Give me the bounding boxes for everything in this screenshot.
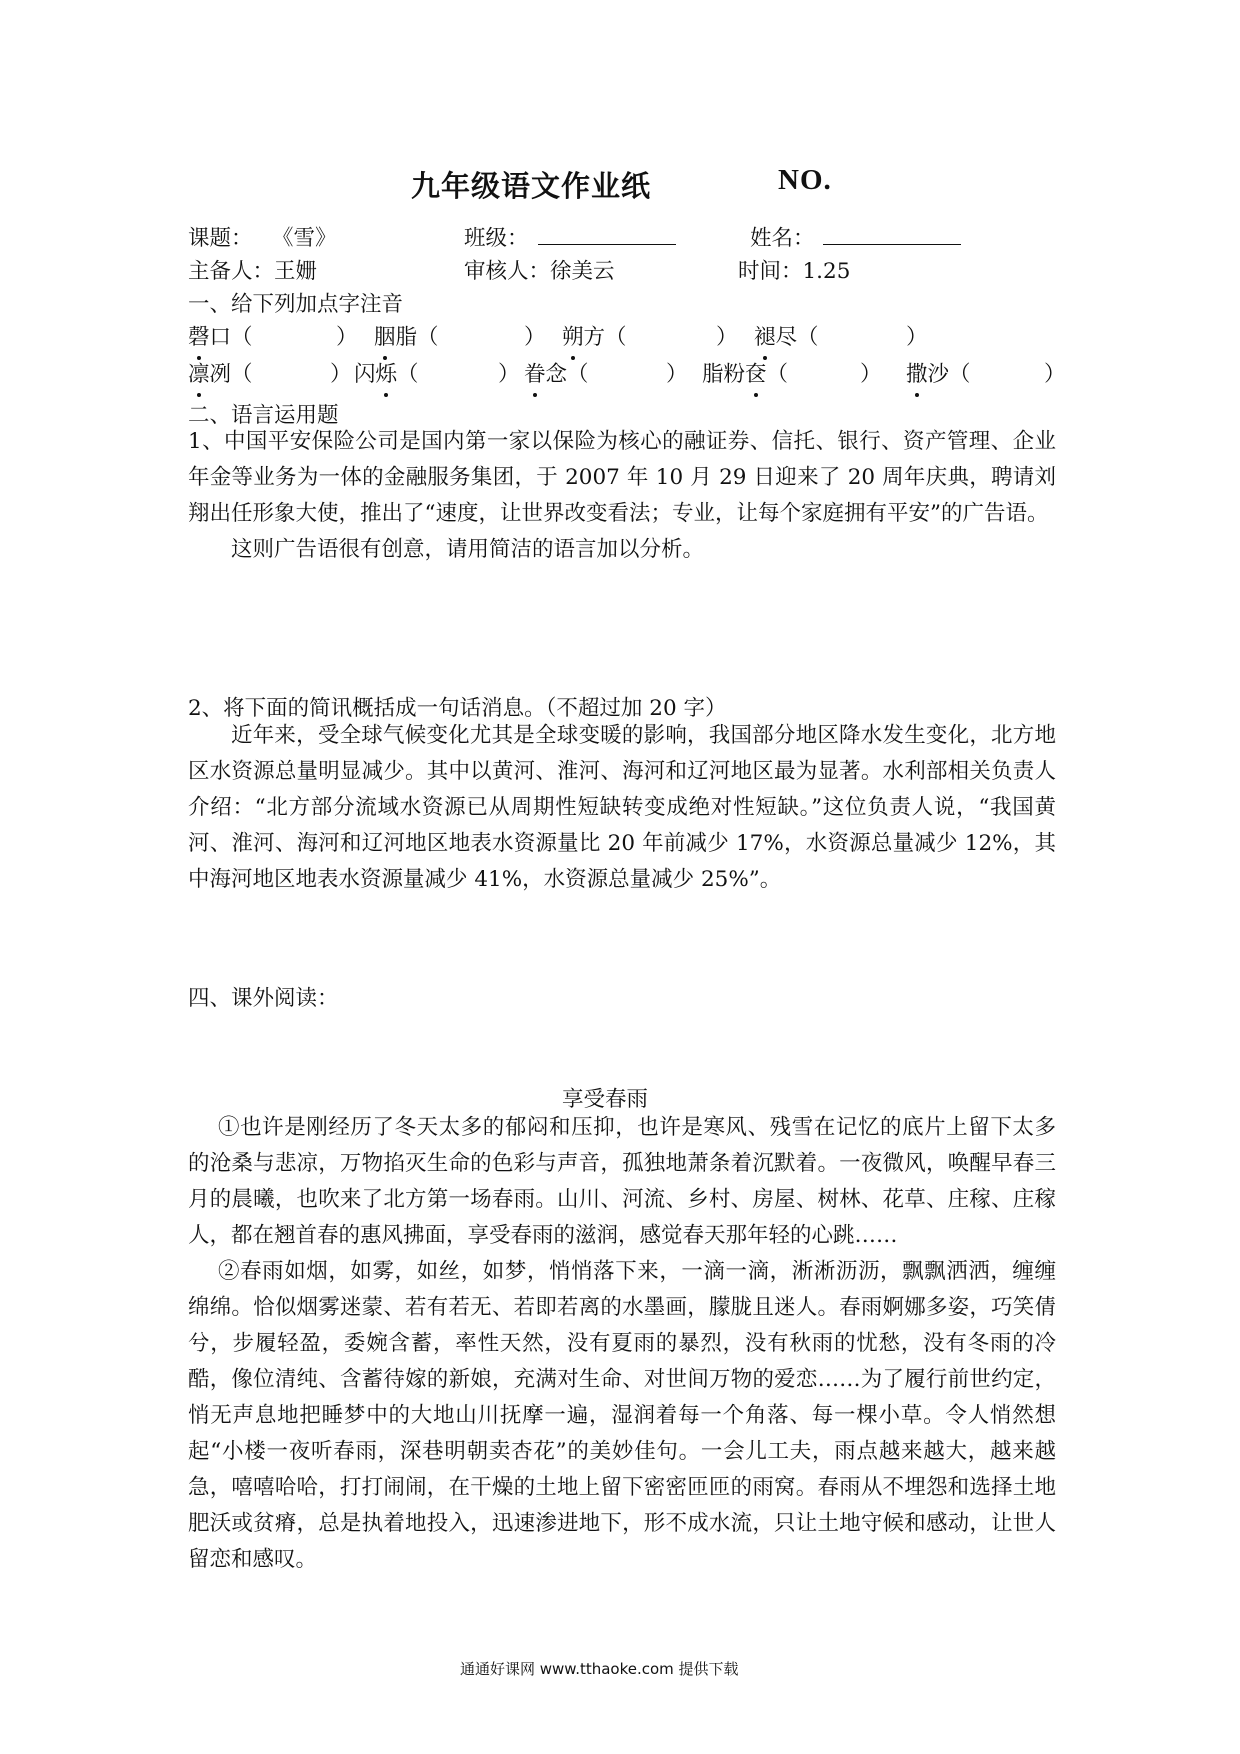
pinyin-close: ） (666, 362, 688, 387)
name-field[interactable] (823, 244, 961, 245)
pinyin-close: ） (330, 362, 352, 387)
pinyin-item: 胭脂（ (374, 320, 439, 351)
topic-label: 课题： (188, 226, 253, 251)
pinyin-close: ） (524, 325, 546, 350)
class-label: 班级： (464, 226, 529, 251)
pinyin-item: 眷念（ (524, 357, 589, 388)
class-field[interactable] (538, 244, 676, 245)
pinyin-close: ） (1044, 362, 1066, 387)
name-label: 姓名： (750, 226, 815, 251)
article-paragraph-1: ①也许是刚经历了冬天太多的郁闷和压抑，也许是寒风、残雪在记忆的底片上留下太多的沧桑与悲凉，万物掐灭生命的色彩与声音，孤独地萧条着沉默着。一夜微风，唤醒早春三月的晨曦，也吹来了北方第一场春雨。山川、河流、乡村、房屋、树林、花草、庄稼、庄稼人，都在翘首春的惠风拂面，享受春雨的滋润，感觉春天那年轻的心跳…… (188, 1115, 1056, 1248)
question2-heading: 2、将下面的简讯概括成一句话消息。（不超过加 20 字） (188, 696, 727, 721)
pinyin-item: 磬口（ (188, 320, 253, 351)
pinyin-close: ） (906, 325, 928, 350)
section4-heading: 四、课外阅读： (188, 986, 339, 1011)
pinyin-close: ） (336, 325, 358, 350)
section2-heading: 二、语言运用题 (188, 403, 339, 428)
pinyin-close: ） (498, 362, 520, 387)
question1-prompt: 这则广告语很有创意，请用简洁的语言加以分析。 (231, 537, 705, 562)
article-body (188, 1110, 1056, 1578)
question2-text: 近年来，受全球气候变化尤其是全球变暖的影响，我国部分地区降水发生变化，北方地区水资源总量明显减少。其中以黄河、淮河、海河和辽河地区最为显著。水利部相关负责人介绍：“北方部分流域水资源已从周期性短缺转变成绝对性短缺。”这位负责人说，“我国黄河、淮河、海河和辽河地区地表水资源量比 20 年前减少 17%，水资源总量减少 12%，其中海河地区地表水资源量减少 41%，水资源总量减少 25%”。 (188, 723, 1056, 892)
pinyin-item: 撒沙（ (906, 357, 971, 388)
pinyin-item: 朔方（ (562, 320, 627, 351)
number-label: NO. (778, 164, 832, 196)
question1 (188, 424, 1056, 568)
article-title: 享受春雨 (562, 1087, 649, 1112)
section1-heading: 一、给下列加点字注音 (188, 292, 404, 317)
pinyin-close: ） (860, 362, 882, 387)
page-title: 九年级语文作业纸 (411, 169, 652, 203)
pinyin-close: ） (716, 325, 738, 350)
reviewer-label: 审核人：徐美云 (464, 259, 615, 284)
pinyin-item: 凛冽（ (188, 357, 253, 388)
pinyin-item: 脂粉奁（ (702, 357, 788, 388)
question2 (188, 718, 1056, 898)
article-paragraph-2: ②春雨如烟，如雾，如丝，如梦，悄悄落下来，一滴一滴，淅淅沥沥，飘飘洒洒，缠缠绵绵。恰似烟雾迷蒙、若有若无、若即若离的水墨画，朦胧且迷人。春雨婀娜多姿，巧笑倩兮，步履轻盈，委婉含蓄，率性天然，没有夏雨的暴烈，没有秋雨的忧愁，没有冬雨的冷酷，像位清纯、含蓄待嫁的新娘，充满对生命、对世间万物的爱恋……为了履行前世约定，悄无声息地把睡梦中的大地山川抚摩一遍，湿润着每一个角落、每一棵小草。令人悄然想起“小楼一夜听春雨，深巷明朝卖杏花”的美妙佳句。一会儿工夫，雨点越来越大，越来越急，嘻嘻哈哈，打打闹闹，在干燥的土地上留下密密匝匝的雨窝。春雨从不埋怨和选择土地肥沃或贫瘠，总是执着地投入，迅速渗进地下，形不成水流，只让土地守候和感动，让世人留恋和感叹。 (188, 1259, 1056, 1572)
pinyin-item: 褪尽（ (754, 320, 819, 351)
pinyin-item: 闪烁（ (354, 357, 419, 388)
question1-text: 1、中国平安保险公司是国内第一家以保险为核心的融证券、信托、银行、资产管理、企业年金等业务为一体的金融服务集团，于 2007 年 10 月 29 日迎来了 20 周年庆典，聘请刘翔出任形象大使，推出了“速度，让世界改变看法；专业，让每个家庭拥有平安”的广告语。 (188, 429, 1056, 526)
topic-value: 《雪》 (272, 226, 337, 251)
time-label: 时间：1.25 (738, 259, 851, 284)
footer-credit: 通通好课网 www.tthaoke.com 提供下载 (460, 1660, 739, 1678)
preparer-label: 主备人：王姗 (188, 259, 318, 284)
